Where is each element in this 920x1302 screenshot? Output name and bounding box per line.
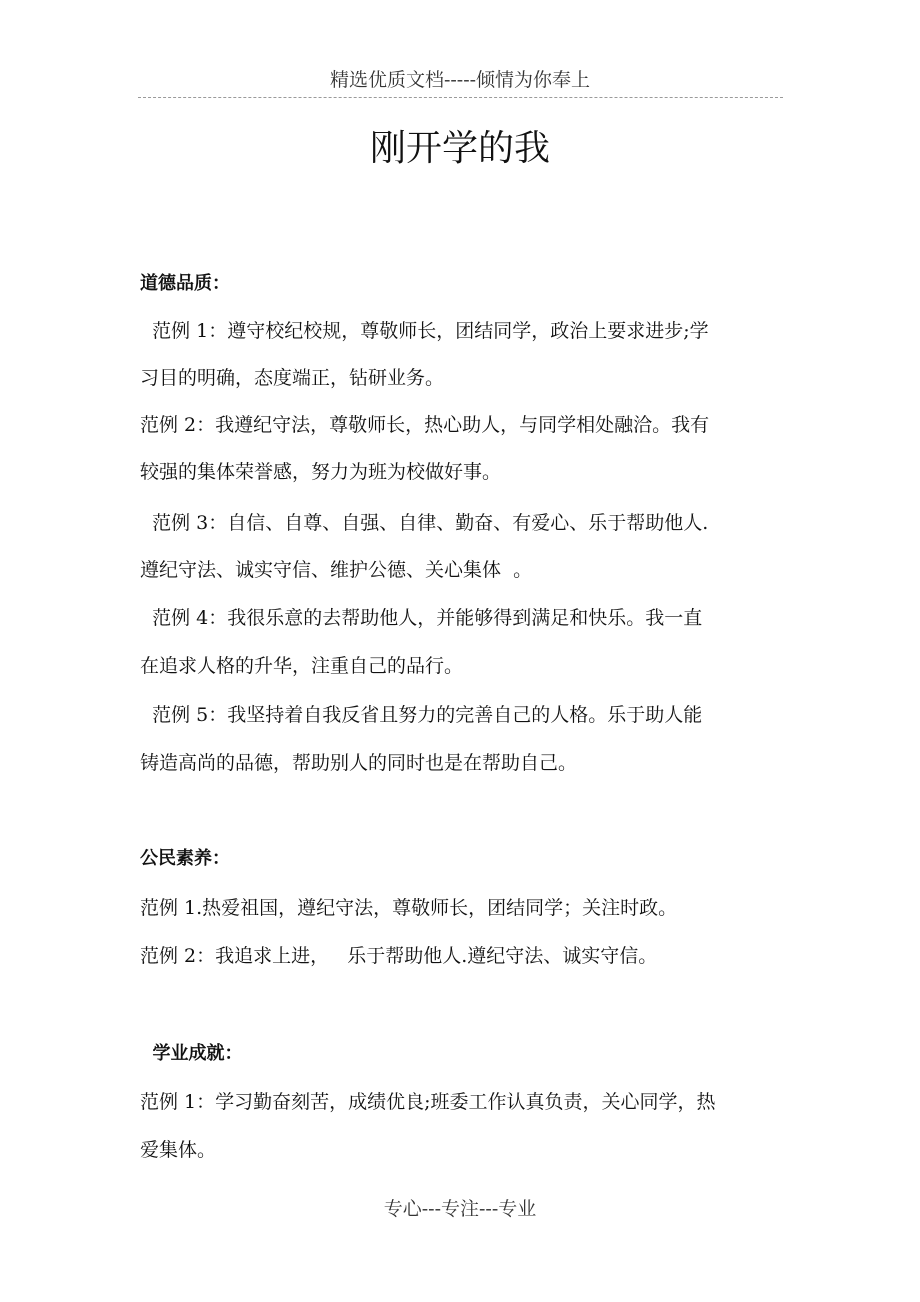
- section-heading-academic: 学业成就：: [140, 1043, 243, 1064]
- paragraph-line: 较强的集体荣誉感，努力为班为校做好事。: [140, 461, 502, 483]
- paragraph-line: 在追求人格的升华，注重自己的品行。: [140, 655, 464, 677]
- paragraph-line: 范例 3：自信、自尊、自强、自律、勤奋、有爱心、乐于帮助他人.: [140, 512, 709, 534]
- paragraph-line: 爱集体。: [140, 1139, 217, 1161]
- paragraph-line: 范例 1：遵守校纪校规，尊敬师长，团结同学，政治上要求进步;学: [140, 320, 709, 342]
- page-header: 精选优质文档-----倾情为你奉上: [329, 69, 591, 91]
- section-heading-moral: 道德品质：: [140, 273, 230, 294]
- paragraph-line: 范例 5：我坚持着自我反省且努力的完善自己的人格。乐于助人能: [140, 704, 703, 726]
- paragraph-line: 铸造高尚的品德，帮助别人的同时也是在帮助自己。: [140, 752, 578, 774]
- paragraph-line: 范例 2：我遵纪守法，尊敬师长，热心助人，与同学相处融洽。我有: [140, 414, 710, 436]
- paragraph-line: 遵纪守法、诚实守信、维护公德、关心集体 。: [140, 559, 533, 581]
- paragraph-line: 范例 4：我很乐意的去帮助他人，并能够得到满足和快乐。我一直: [140, 607, 703, 629]
- page-footer: 专心---专注---专业: [383, 1198, 537, 1220]
- section-heading-civic: 公民素养：: [140, 848, 230, 869]
- header-divider: [138, 97, 783, 98]
- document-title: 刚开学的我: [369, 128, 550, 169]
- paragraph-line: 范例 1：学习勤奋刻苦，成绩优良;班委工作认真负责，关心同学，热: [140, 1091, 716, 1113]
- paragraph-line: 范例 2：我追求上进， 乐于帮助他人.遵纪守法、诚实守信。: [140, 945, 658, 967]
- paragraph-line: 习目的明确，态度端正，钻研业务。: [140, 367, 445, 389]
- paragraph-line: 范例 1.热爱祖国，遵纪守法，尊敬师长，团结同学；关注时政。: [140, 897, 678, 919]
